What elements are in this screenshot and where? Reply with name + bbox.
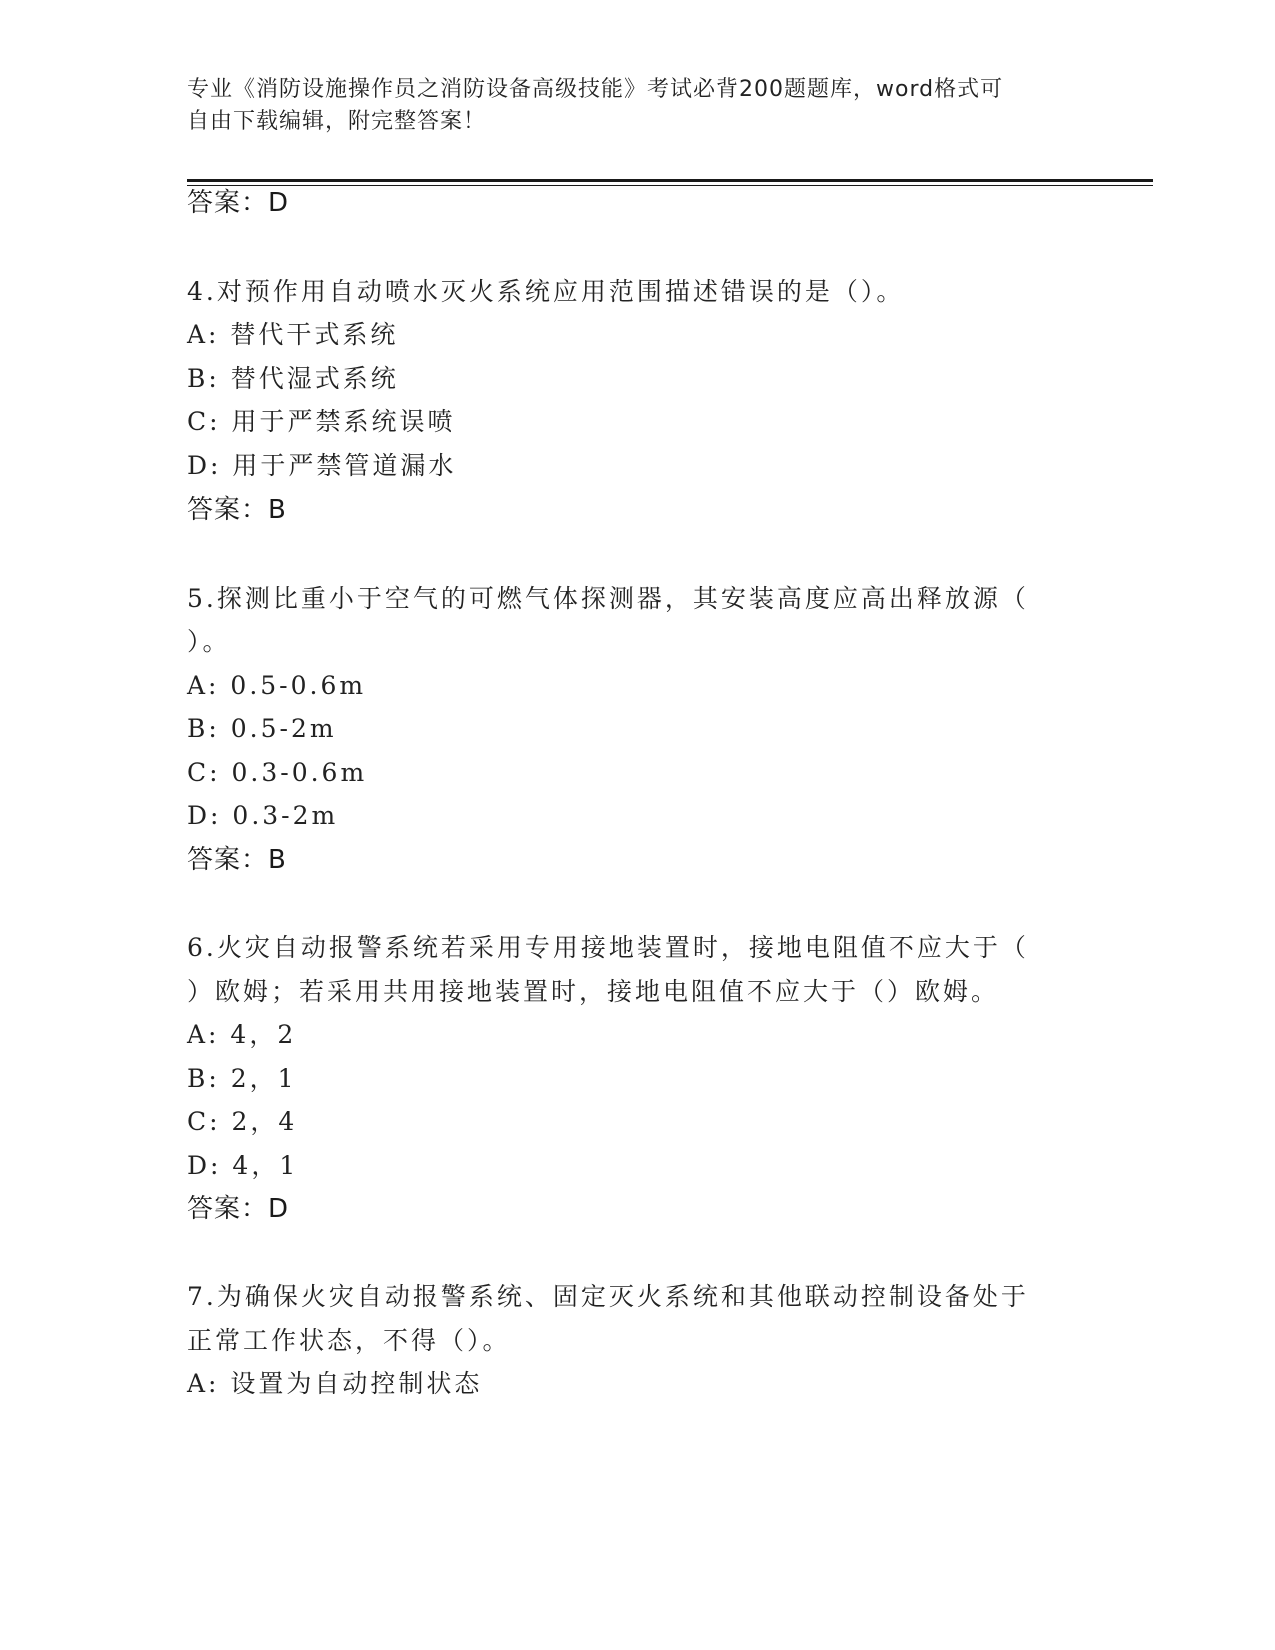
- question-5-option-b: B: 0.5-2m: [187, 714, 337, 743]
- question-4-option-a: A: 替代干式系统: [187, 320, 399, 349]
- document-header: [187, 74, 1067, 138]
- question-6-option-b: B: 2，1: [187, 1064, 297, 1093]
- question-7-stem-line-2: 正常工作状态，不得（）。: [187, 1326, 511, 1355]
- question-4-option-b: B: 替代湿式系统: [187, 364, 399, 393]
- question-6-stem-line-2: ）欧姆；若采用共用接地装置时，接地电阻值不应大于（）欧姆。: [187, 977, 1000, 1006]
- question-6-option-c: C: 2，4: [187, 1107, 298, 1136]
- answer-q5: 答案：B: [187, 845, 287, 875]
- answer-q3: 答案：D: [187, 188, 290, 218]
- question-4-stem: 4.对预作用自动喷水灭火系统应用范围描述错误的是（）。: [187, 277, 905, 306]
- question-6-option-d: D: 4，1: [187, 1151, 299, 1180]
- question-7-option-a: A: 设置为自动控制状态: [187, 1369, 483, 1398]
- header-line-1: 专业《消防设施操作员之消防设备高级技能》考试必背200题题库，word格式可: [187, 77, 1004, 102]
- question-5-option-d: D: 0.3-2m: [187, 801, 339, 830]
- question-5-stem-line-1: 5.探测比重小于空气的可燃气体探测器，其安装高度应高出释放源（: [187, 584, 1029, 613]
- question-4-option-d: D: 用于严禁管道漏水: [187, 451, 457, 480]
- header-line-2: 自由下载编辑，附完整答案！: [187, 109, 487, 134]
- answer-q4: 答案：B: [187, 495, 287, 525]
- question-6-option-a: A: 4，2: [187, 1020, 297, 1049]
- question-4-option-c: C: 用于严禁系统误喷: [187, 407, 456, 436]
- question-7-stem-line-1: 7.为确保火灾自动报警系统、固定灭火系统和其他联动控制设备处于: [187, 1282, 1029, 1311]
- question-5-option-a: A: 0.5-0.6m: [187, 671, 367, 700]
- question-6-stem-line-1: 6.火灾自动报警系统若采用专用接地装置时，接地电阻值不应大于（: [187, 933, 1029, 962]
- header-divider-thick: [187, 179, 1153, 182]
- header-divider-thin: [187, 185, 1153, 186]
- question-5-stem-line-2: ）。: [187, 627, 231, 656]
- answer-q6: 答案：D: [187, 1194, 290, 1224]
- question-5-option-c: C: 0.3-0.6m: [187, 758, 368, 787]
